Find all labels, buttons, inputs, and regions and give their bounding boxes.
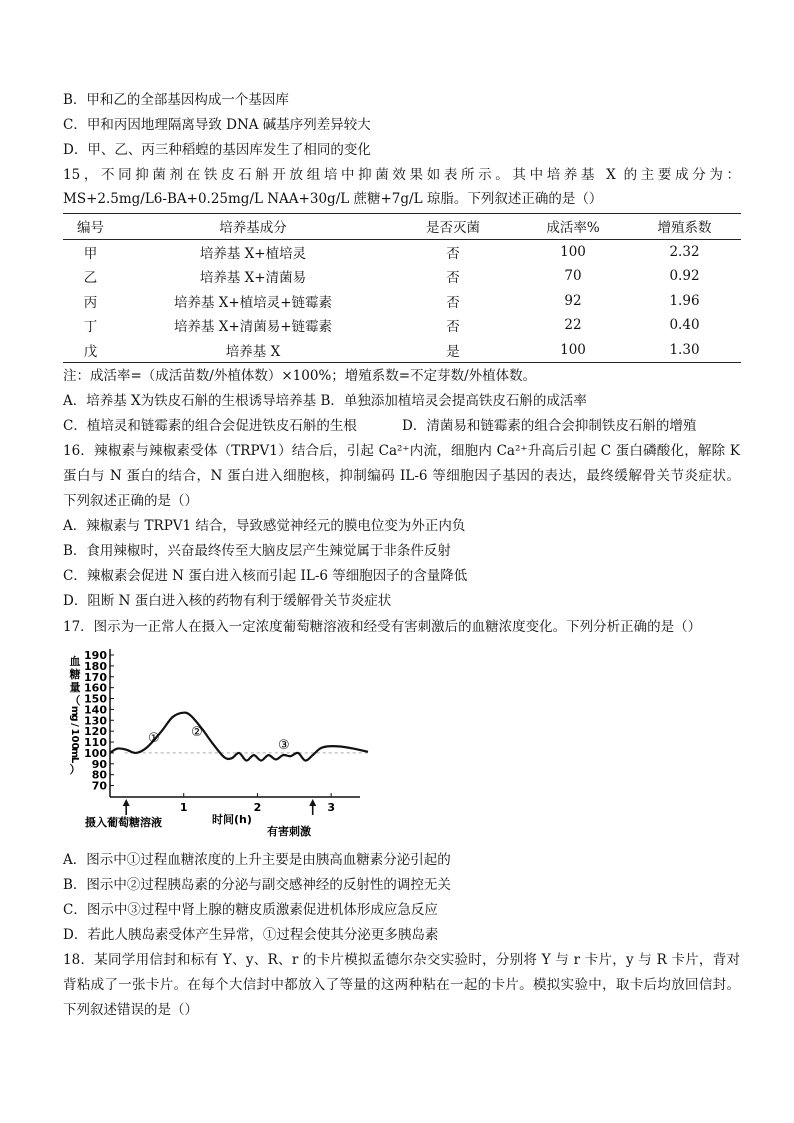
q15-note: 注：成活率=（成活苗数/外植体数）×100%；增殖系数=不定芽数/外植体数。 — [63, 368, 537, 384]
table-row — [63, 264, 741, 289]
q15-option-d: D．清菌易和链霉素的组合会抑制铁皮石斛的增殖 — [402, 418, 697, 434]
q18-stem-line2: 背粘成了一张卡片。在每个大信封中都放入了等量的这两种粘在一起的卡片。模拟实验中，取卡后均放回信封。 — [63, 977, 740, 993]
blood-glucose-chart — [60, 645, 370, 840]
q18-stem-line1: 18．某同学用信封和标有 Y、y、R、r 的卡片模拟孟德尔杂交实验时，分别将 Y 与 r 卡片，y 与 R 卡片，背对 — [63, 952, 740, 968]
table-cell: 培养基 X+清菌易 — [199, 270, 307, 287]
q17-option-b: B．图示中②过程胰岛素的分泌与副交感神经的反射性的调控无关 — [63, 877, 451, 893]
q16-option-c: C．辣椒素会促进 N 蛋白进入核而引起 IL-6 等细胞因子的含量降低 — [63, 568, 468, 584]
x-tick-label: 3 — [327, 801, 335, 814]
chart-ylabel — [69, 654, 81, 776]
table-cell: 戊 — [63, 338, 118, 363]
table-cell: 70 — [564, 268, 582, 285]
y-tick-label: 190 — [84, 649, 107, 662]
table-header-cell: 编号 — [63, 214, 118, 240]
y-tick-label: 120 — [84, 725, 107, 739]
table-cell: 100 — [518, 338, 628, 363]
q16-stem-line2: 蛋白与 N 蛋白的结合，N 蛋白进入细胞核，抑制编码 IL-6 等细胞因子基因的表达，最终缓解骨关节炎症状。 — [63, 468, 740, 484]
table-cell: 乙 — [83, 270, 98, 287]
y-axis-label-char: （ — [69, 694, 81, 707]
y-axis-label-char: 量 — [69, 681, 81, 694]
table-row — [63, 239, 741, 264]
table-cell: 甲 — [83, 245, 98, 262]
q16-option-a: A．辣椒素与 TRPV1 结合，导致感觉神经元的膜电位变为外正内负 — [63, 518, 466, 534]
table-cell: 否 — [446, 294, 460, 311]
x-tick-label: 1 — [179, 801, 188, 814]
glucose-intake-label: 摄入葡萄糖溶液 — [85, 816, 162, 829]
table-cell: 否 — [446, 270, 460, 287]
glucose-intake-arrow — [123, 799, 130, 815]
table-cell: 否 — [446, 245, 460, 262]
y-tick-label: 80 — [91, 768, 107, 782]
harmful-stimulus-arrow-head — [309, 799, 316, 806]
table-cell: 100 — [560, 243, 586, 260]
y-tick-label: 110 — [84, 736, 107, 750]
y-tick-label: 140 — [84, 703, 107, 717]
table-header-cell: 培养基成分 — [118, 214, 388, 240]
y-axis-label-char: 0 — [69, 742, 80, 750]
table-row — [63, 313, 741, 338]
q16-option-b: B．食用辣椒时，兴奋最终传至大脑皮层产生辣觉属于非条件反射 — [63, 543, 451, 559]
table-cell: 培养基 X+植培灵+链霉素 — [173, 294, 333, 311]
q14-option-b: B．甲和乙的全部基因构成一个基因库 — [63, 92, 289, 108]
table-cell: 是 — [388, 338, 518, 363]
x-tick-label: 2 — [253, 801, 262, 814]
q15-option-ab: A．培养基 X为铁皮石斛的生根诱导培养基 B．单独添加植培灵会提高铁皮石斛的成活率 — [63, 393, 587, 409]
q17-stem: 17．图示为一正常人在摄入一定浓度葡萄糖溶液和经受有害刺激后的血糖浓度变化。下列分析正确的是（） — [63, 619, 702, 635]
y-axis-label-char: ） — [69, 763, 81, 776]
table-cell: 丙 — [83, 294, 98, 311]
q14-option-c: C．甲和丙因地理隔离导致 DNA 碱基序列差异较大 — [63, 117, 371, 133]
q15-table — [63, 213, 741, 363]
q15-option-c: C．植培灵和链霉素的组合会促进铁皮石斛的生根 — [63, 418, 357, 434]
harmful-stimulus-label: 有害刺激 — [267, 825, 311, 838]
y-axis-label-char: m — [69, 705, 80, 717]
q18-stem-line3: 下列叙述错误的是（） — [63, 1002, 198, 1018]
y-tick-label: 170 — [84, 670, 107, 684]
table-cell: 22 — [564, 317, 582, 334]
y-axis-label-char: L — [69, 756, 80, 764]
table-cell: 培养基 X — [118, 338, 388, 363]
q17-option-a: A．图示中①过程血糖浓度的上升主要是由胰高血糖素分泌引起的 — [63, 852, 451, 868]
table-cell: 1.96 — [669, 292, 700, 309]
table-cell: 92 — [564, 292, 582, 309]
table-cell: 丁 — [83, 319, 98, 336]
y-axis-label-char: 1 — [69, 728, 80, 736]
table-cell: 否 — [446, 319, 460, 336]
q14-option-d: D．甲、乙、丙三种稻蝗的基因库发生了相同的变化 — [63, 142, 371, 158]
q17-option-c: C．图示中③过程中肾上腺的糖皮质激素促进机体形成应急反应 — [63, 902, 438, 918]
y-axis-label-char: 糖 — [69, 668, 81, 681]
y-axis-label-char: g — [69, 714, 80, 722]
q15-stem-line2: MS+2.5mg/L6-BA+0.25mg/L NAA+30g/L 蔗糖+7g/L 琼脂。下列叙述正确的是（） — [63, 191, 603, 207]
table-header-cell: 成活率% — [518, 214, 628, 240]
table-row — [63, 338, 741, 363]
table-cell: 2.32 — [669, 243, 700, 260]
y-axis-label-char: / — [69, 723, 80, 727]
table-cell: 培养基 X+清菌易+链霉素 — [173, 319, 333, 336]
y-axis-label-char: m — [69, 747, 80, 759]
table-header-cell: 增殖系数 — [628, 214, 741, 240]
q16-option-d: D．阻断 N 蛋白进入核的药物有利于缓解骨关节炎症状 — [63, 593, 392, 609]
table-cell: 0.40 — [669, 317, 700, 334]
q17-option-d: D．若此人胰岛素受体产生异常，①过程会使其分泌更多胰岛素 — [63, 927, 439, 943]
y-tick-label: 180 — [84, 659, 107, 673]
table-cell: 0.92 — [669, 268, 700, 285]
table-cell: 1.30 — [628, 338, 741, 363]
table-header-cell: 是否灭菌 — [388, 214, 518, 240]
table-cell: 培养基 X+植培灵 — [199, 245, 307, 262]
y-tick-label: 70 — [91, 779, 107, 793]
table-row — [63, 289, 741, 314]
q16-stem-line1: 16．辣椒素与辣椒素受体（TRPV1）结合后，引起 Ca²⁺内流，细胞内 Ca²⁺升高后引起 C 蛋白磷酸化，解除 K — [63, 443, 740, 459]
x-axis-label: 时间(h) — [212, 813, 252, 826]
y-axis-label-char: 血 — [69, 655, 81, 668]
y-tick-label: 90 — [91, 757, 107, 771]
y-tick-label: 100 — [84, 746, 107, 760]
marker-3: ③ — [278, 738, 290, 753]
y-tick-label: 160 — [84, 681, 107, 695]
y-axis-label-char: 0 — [69, 735, 80, 743]
y-tick-label: 130 — [84, 714, 107, 728]
harmful-stimulus-arrow — [309, 799, 316, 815]
glucose-intake-arrow-head — [123, 799, 130, 806]
marker-2: ② — [191, 725, 203, 740]
y-tick-label: 150 — [84, 692, 107, 706]
q16-stem-line3: 下列叙述正确的是（） — [63, 493, 198, 509]
q15-stem-line1: 15，不同抑菌剂在铁皮石斛开放组培中抑菌效果如表所示。其中培养基 X 的主要成分为： — [63, 167, 740, 183]
marker-1: ① — [148, 731, 160, 746]
table-header-row — [63, 214, 741, 240]
